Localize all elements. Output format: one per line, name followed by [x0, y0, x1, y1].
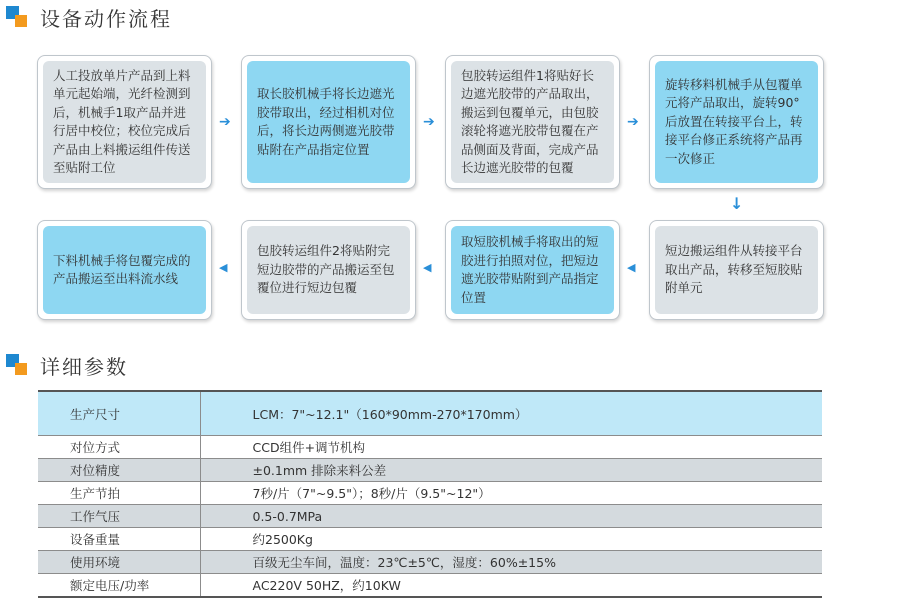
param-value: AC220V 50HZ，约10KW	[200, 574, 822, 598]
params-section-title: 详细参数	[40, 354, 128, 379]
table-row	[38, 482, 822, 505]
param-value: 百级无尘车间，温度：23℃±5℃，湿度：60%±15%	[200, 551, 822, 574]
flow-step-8-text: 下料机械手将包覆完成的产品搬运至出料流水线	[43, 226, 206, 314]
arrow-right-icon: ➔	[219, 114, 231, 130]
flow-step-3-text: 包胶转运组件1将贴好长边遮光胶带的产品取出，搬运到包覆单元，由包胶滚轮将遮光胶带包覆在产品侧面及背面，完成产品长边遮光胶带的包覆	[451, 61, 614, 183]
params-table	[38, 390, 822, 598]
arrow-left-icon: ◀	[423, 261, 432, 274]
table-row	[38, 391, 822, 436]
flow-section-heading	[6, 4, 172, 30]
table-row	[38, 551, 822, 574]
table-row	[38, 459, 822, 482]
flow-step-6-text: 取短胶机械手将取出的短胶进行拍照对位，把短边遮光胶带贴附到产品指定位置	[451, 226, 614, 314]
params-section-heading	[6, 352, 128, 378]
flow-step-7	[241, 220, 416, 320]
flow-step-1-text: 人工投放单片产品到上料单元起始端，光纤检测到后，机械手1取产品并进行居中校位；校位完成后产品由上料搬运组件传送至贴附工位	[43, 61, 206, 183]
param-name: 额定电压/功率	[38, 574, 200, 598]
param-name: 生产尺寸	[38, 391, 200, 436]
param-value: 0.5-0.7MPa	[200, 505, 822, 528]
flow-step-8	[37, 220, 212, 320]
arrow-left-icon: ◀	[219, 261, 228, 274]
param-value: CCD组件+调节机构	[200, 436, 822, 459]
table-row	[38, 505, 822, 528]
flow-step-4	[649, 55, 824, 189]
table-row	[38, 528, 822, 551]
param-value: 7秒/片（7"~9.5"）；8秒/片（9.5"~12"）	[200, 482, 822, 505]
flow-step-2	[241, 55, 416, 189]
flow-step-3	[445, 55, 620, 189]
param-value: ±0.1mm 排除来料公差	[200, 459, 822, 482]
param-name: 对位方式	[38, 436, 200, 459]
table-row	[38, 436, 822, 459]
flow-step-1	[37, 55, 212, 189]
param-value: LCM：7"~12.1"（160*90mm-270*170mm）	[200, 391, 822, 436]
flow-step-5	[649, 220, 824, 320]
arrow-down-icon: ↓	[730, 194, 744, 213]
param-name: 对位精度	[38, 459, 200, 482]
param-value: 约2500Kg	[200, 528, 822, 551]
param-name: 生产节拍	[38, 482, 200, 505]
arrow-right-icon: ➔	[627, 114, 639, 130]
flow-section-title: 设备动作流程	[40, 6, 172, 31]
table-row	[38, 574, 822, 598]
section-bullet-icon	[6, 354, 30, 376]
flow-step-2-text: 取长胶机械手将长边遮光胶带取出，经过相机对位后，将长边两侧遮光胶带贴附在产品指定位置	[247, 61, 410, 183]
arrow-right-icon: ➔	[423, 114, 435, 130]
param-name: 设备重量	[38, 528, 200, 551]
section-bullet-icon	[6, 6, 30, 28]
arrow-left-icon: ◀	[627, 261, 636, 274]
flow-step-7-text: 包胶转运组件2将贴附完短边胶带的产品搬运至包覆位进行短边包覆	[247, 226, 410, 314]
flow-step-5-text: 短边搬运组件从转接平台取出产品，转移至短胶贴附单元	[655, 226, 818, 314]
param-name: 使用环境	[38, 551, 200, 574]
flow-step-6	[445, 220, 620, 320]
param-name: 工作气压	[38, 505, 200, 528]
flow-step-4-text: 旋转移料机械手从包覆单元将产品取出，旋转90°后放置在转接平台上，转接平台修正系统将产品再一次修正	[655, 61, 818, 183]
